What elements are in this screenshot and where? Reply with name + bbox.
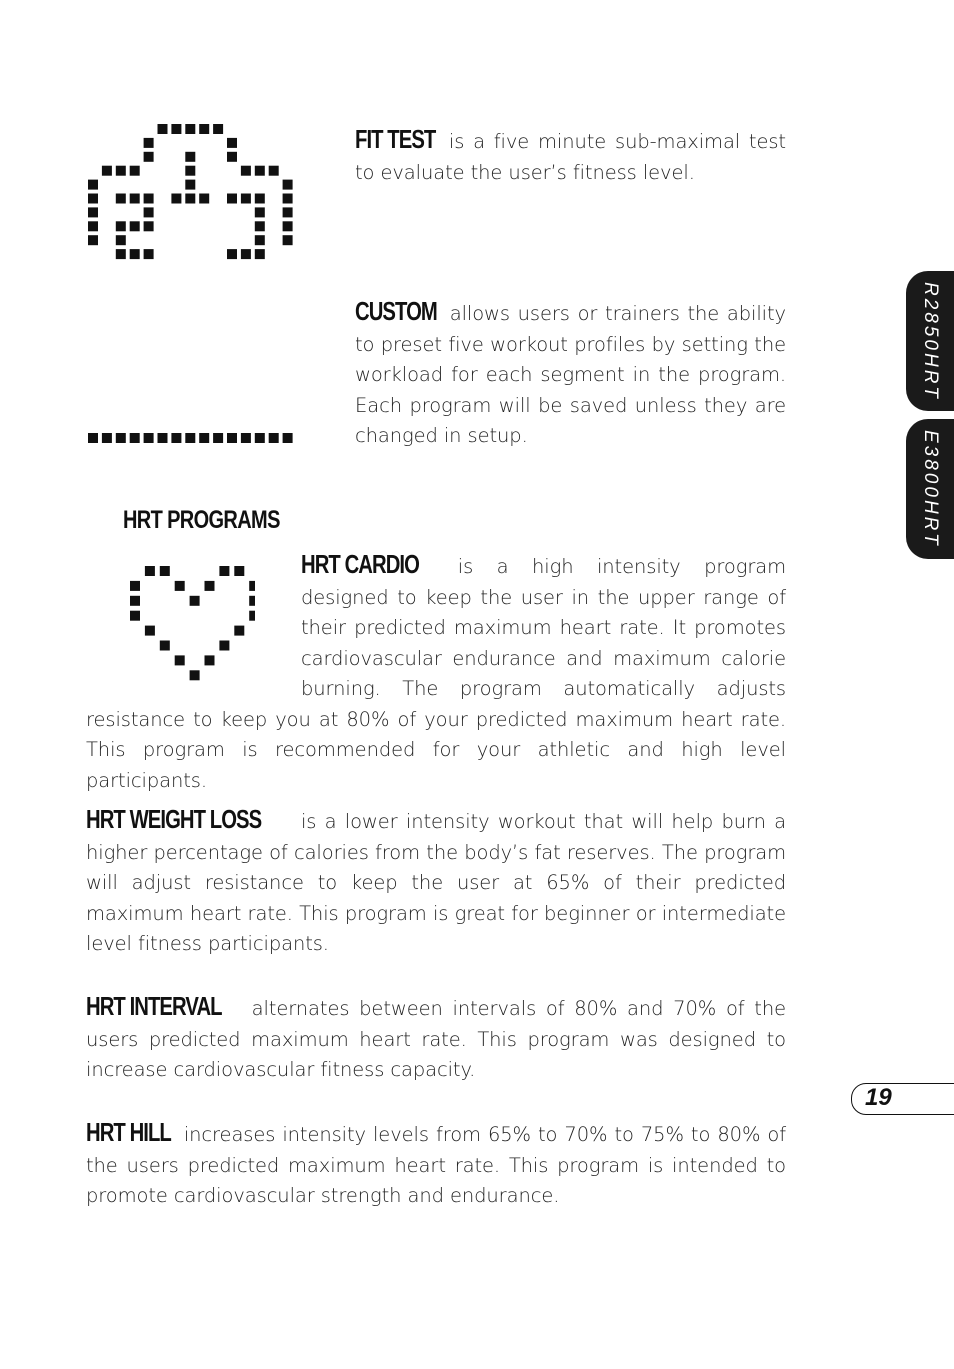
fit-test-pixel bbox=[102, 166, 112, 176]
flat-bar-pixel bbox=[227, 433, 237, 443]
fit-test-pixel bbox=[199, 194, 209, 204]
fit-test-pixel bbox=[116, 221, 126, 231]
fit-test-pixel bbox=[227, 194, 237, 204]
fit-test-pixel bbox=[185, 166, 195, 176]
flat-bar-pixel bbox=[130, 433, 140, 443]
fit-test-pixel bbox=[144, 207, 154, 217]
fit-test-pixel bbox=[88, 235, 98, 245]
fit-test-pixel bbox=[269, 166, 279, 176]
custom-term: CUSTOM bbox=[355, 296, 437, 326]
hrt-interval-section bbox=[86, 991, 786, 1086]
hrt-weight-loss-term: HRT WEIGHT LOSS bbox=[86, 804, 262, 834]
fit-test-pixel bbox=[199, 124, 209, 134]
flat-bar-pixel bbox=[199, 433, 209, 443]
fit-test-pixel bbox=[130, 221, 140, 231]
fit-test-pixel bbox=[241, 166, 251, 176]
hrt-interval-description: alternates between intervals of 80% and 70% of the users predicted maximum heart rate. This program was designed to increase cardiovascular fitness capacity. bbox=[86, 997, 786, 1081]
fit-test-pixel bbox=[116, 235, 126, 245]
fit-test-pixel bbox=[241, 194, 251, 204]
flat-bar-pixel bbox=[88, 433, 98, 443]
fit-test-pixel bbox=[283, 180, 293, 190]
custom-description: allows users or trainers the ability to preset five workout profiles by setting the workload for each segment in the program. Each program will be saved unless they are changed in setup. bbox=[355, 302, 786, 447]
fit-test-pixel bbox=[255, 194, 265, 204]
fit-test-pixel bbox=[130, 194, 140, 204]
fit-test-pixel bbox=[283, 235, 293, 245]
fit-test-pixel bbox=[144, 152, 154, 162]
hrt-weight-loss-section bbox=[86, 804, 786, 960]
flat-bar-pixel bbox=[102, 433, 112, 443]
hrt-programs-heading: HRT PROGRAMS bbox=[123, 506, 280, 534]
flat-bar-pixel bbox=[255, 433, 265, 443]
flat-bar-pixel bbox=[213, 433, 223, 443]
fit-test-pixel bbox=[227, 249, 237, 259]
flat-bar-pixel bbox=[171, 433, 181, 443]
fit-test-pixel bbox=[255, 207, 265, 217]
fit-test-pixel bbox=[144, 249, 154, 259]
hrt-hill-section bbox=[86, 1117, 786, 1212]
heart-icon-spacer bbox=[86, 549, 301, 699]
custom-flat-bar-icon bbox=[88, 433, 296, 445]
flat-bar-pixel bbox=[283, 433, 293, 443]
fit-test-pixel bbox=[144, 221, 154, 231]
side-tab-label: E3800HRT bbox=[920, 430, 941, 548]
hrt-hill-term: HRT HILL bbox=[86, 1117, 171, 1147]
side-tab-e3800hrt bbox=[906, 419, 954, 559]
side-tab-label: R2850HRT bbox=[920, 281, 941, 401]
hrt-cardio-description: is a high intensity program designed to keep the user in the upper range of their predicted maximum heart rate. It promotes cardiovascular endurance and maximum calorie burning. The program automatically adjusts resistance to keep you at 80% of your predicted maximum heart rate. This program is recommended for your athletic and high level participants. bbox=[86, 555, 786, 792]
fit-test-section bbox=[355, 124, 786, 188]
fit-test-pixel bbox=[158, 124, 168, 134]
fit-test-pixel bbox=[185, 180, 195, 190]
fit-test-pixel bbox=[116, 194, 126, 204]
hrt-cardio-section bbox=[86, 549, 786, 796]
fit-test-pixel bbox=[144, 138, 154, 148]
side-tab-r2850hrt bbox=[906, 271, 954, 411]
fit-test-pixel-icon bbox=[88, 124, 298, 276]
flat-bar-pixel bbox=[116, 433, 126, 443]
fit-test-pixel bbox=[227, 152, 237, 162]
fit-test-pixel bbox=[116, 249, 126, 259]
flat-bar-pixel bbox=[158, 433, 168, 443]
fit-test-pixel bbox=[88, 180, 98, 190]
fit-test-pixel bbox=[116, 166, 126, 176]
fit-test-pixel bbox=[283, 207, 293, 217]
fit-test-pixel bbox=[255, 249, 265, 259]
fit-test-pixel bbox=[130, 166, 140, 176]
fit-test-pixel bbox=[130, 249, 140, 259]
flat-bar-pixel bbox=[144, 433, 154, 443]
hrt-hill-description: increases intensity levels from 65% to 70% to 75% to 80% of the users predicted maximum heart rate. This program is intended to promote cardiovascular strength and endurance. bbox=[86, 1123, 786, 1207]
flat-bar-pixel bbox=[241, 433, 251, 443]
fit-test-pixel bbox=[88, 221, 98, 231]
fit-test-pixel bbox=[255, 235, 265, 245]
fit-test-pixel bbox=[255, 166, 265, 176]
flat-bar-pixel bbox=[269, 433, 279, 443]
fit-test-pixel bbox=[255, 221, 265, 231]
fit-test-term: FIT TEST bbox=[355, 124, 436, 154]
fit-test-pixel bbox=[185, 194, 195, 204]
fit-test-pixel bbox=[88, 207, 98, 217]
fit-test-pixel bbox=[144, 194, 154, 204]
fit-test-pixel bbox=[283, 194, 293, 204]
fit-test-pixel bbox=[171, 194, 181, 204]
flat-bar-pixel bbox=[185, 433, 195, 443]
page-number: 19 bbox=[865, 1084, 892, 1111]
hrt-interval-term: HRT INTERVAL bbox=[86, 991, 222, 1021]
fit-test-pixel bbox=[283, 221, 293, 231]
fit-test-pixel bbox=[227, 138, 237, 148]
fit-test-description: is a five minute sub-maximal test to evaluate the user’s fitness level. bbox=[355, 130, 786, 184]
custom-section bbox=[355, 296, 786, 452]
fit-test-pixel bbox=[171, 124, 181, 134]
fit-test-pixel bbox=[213, 124, 223, 134]
fit-test-pixel bbox=[185, 152, 195, 162]
hrt-weight-loss-description: is a lower intensity workout that will help burn a higher percentage of calories from the body’s fat reserves. The program will adjust resistance to keep the user at 65% of their predicted maximum heart rate. This program is great for beginner or intermediate level fitness participants. bbox=[86, 810, 786, 955]
fit-test-pixel bbox=[185, 124, 195, 134]
hrt-cardio-term: HRT CARDIO bbox=[301, 549, 419, 579]
fit-test-pixel bbox=[88, 194, 98, 204]
fit-test-pixel bbox=[241, 249, 251, 259]
